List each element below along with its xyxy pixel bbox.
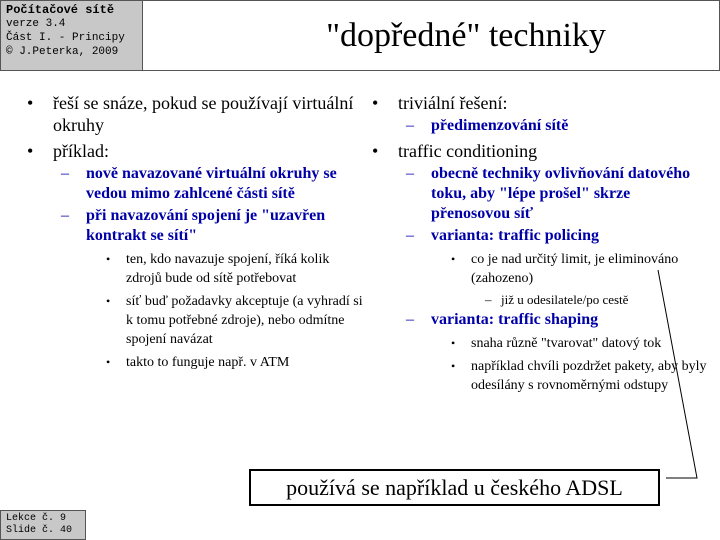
point-text: snaha různě "tvarovat" datový tok — [471, 336, 662, 351]
point-text: takto to funguje např. v ATM — [126, 355, 290, 370]
sub-list-item — [53, 206, 365, 372]
list-item — [20, 92, 365, 136]
sub-list-item — [398, 310, 710, 395]
dash-icon: – — [406, 311, 414, 328]
callout-box: používá se například u českého ADSL — [249, 469, 660, 506]
point-text: co je nad určitý limit, je eliminováno (zahozeno) — [471, 252, 679, 286]
slide-title: "dopředné" techniky — [326, 16, 606, 54]
course-part: Část I. - Principy — [6, 32, 125, 44]
sub-bullet-text: předimenzování sítě — [431, 117, 569, 134]
course-copyright: © J.Peterka, 2009 — [6, 46, 119, 58]
sub-bullet-text: při navazování spojení je "uzavřen kontrakt se sítí" — [86, 207, 326, 244]
sub-bullet-text: varianta: traffic shaping — [431, 311, 599, 328]
sub-list-item — [53, 164, 365, 204]
sub-bullet-text: varianta: traffic policing — [431, 227, 599, 244]
point-text: ten, kdo navazuje spojení, říká kolik zdrojů bude od sítě potřebovat — [126, 252, 330, 286]
sub-list-item — [398, 226, 710, 308]
title-bar — [143, 0, 720, 71]
point-item — [86, 292, 365, 349]
lesson-number: Lekce č. 9 — [6, 513, 67, 524]
bullet-icon: • — [106, 355, 111, 369]
right-column — [365, 92, 710, 399]
bullet-icon: • — [106, 252, 111, 266]
dash-icon: – — [406, 117, 414, 134]
bullet-icon: • — [372, 141, 379, 161]
left-column — [20, 92, 365, 376]
bullet-icon: • — [451, 252, 456, 266]
point-item — [86, 353, 365, 372]
sub-list-item — [398, 116, 710, 136]
dash-icon: – — [485, 292, 492, 307]
bullet-text: příklad: — [53, 141, 109, 161]
sub-bullet-text: nově navazované virtuální okruhy se vedou mimo zahlcené části sítě — [86, 165, 337, 202]
bullet-icon: • — [451, 336, 456, 350]
dash-icon: – — [61, 165, 69, 182]
dash-icon: – — [406, 165, 414, 182]
list-item — [20, 140, 365, 372]
dash-icon: – — [406, 227, 414, 244]
subpoint-item — [471, 291, 710, 308]
sub-list-item — [398, 164, 710, 224]
point-item — [431, 250, 710, 308]
bullet-icon: • — [27, 93, 34, 113]
sub-bullet-text: obecně techniky ovlivňování datového toku, aby "lépe prošel" skrze přenosovou síť — [431, 165, 691, 222]
course-title: Počítačové sítě — [6, 3, 115, 17]
list-item — [365, 92, 710, 136]
point-text: například chvíli pozdržet pakety, aby byly odesílány s rovnoměrnými odstupy — [471, 359, 707, 393]
point-text: síť buď požadavky akceptuje (a vyhradí si k tomu potřebné zdroje), nebo odmítne spojení navázat — [126, 294, 363, 347]
slide-footer — [0, 510, 86, 540]
dash-icon: – — [61, 207, 69, 224]
bullet-icon: • — [106, 294, 111, 308]
bullet-icon: • — [372, 93, 379, 113]
point-item — [86, 250, 365, 288]
point-item — [431, 357, 710, 395]
bullet-text: řeší se snáze, pokud se používají virtuální okruhy — [53, 93, 354, 135]
slide-number: Slide č. 40 — [6, 525, 73, 536]
bullet-icon: • — [27, 141, 34, 161]
bullet-icon: • — [451, 359, 456, 373]
course-version: verze 3.4 — [6, 18, 66, 30]
list-item — [365, 140, 710, 395]
subpoint-text: již u odesilatele/po cestě — [501, 292, 629, 307]
bullet-text: triviální řešení: — [398, 93, 508, 113]
bullet-text: traffic conditioning — [398, 141, 538, 161]
course-info-box — [0, 0, 143, 71]
point-item — [431, 334, 710, 353]
